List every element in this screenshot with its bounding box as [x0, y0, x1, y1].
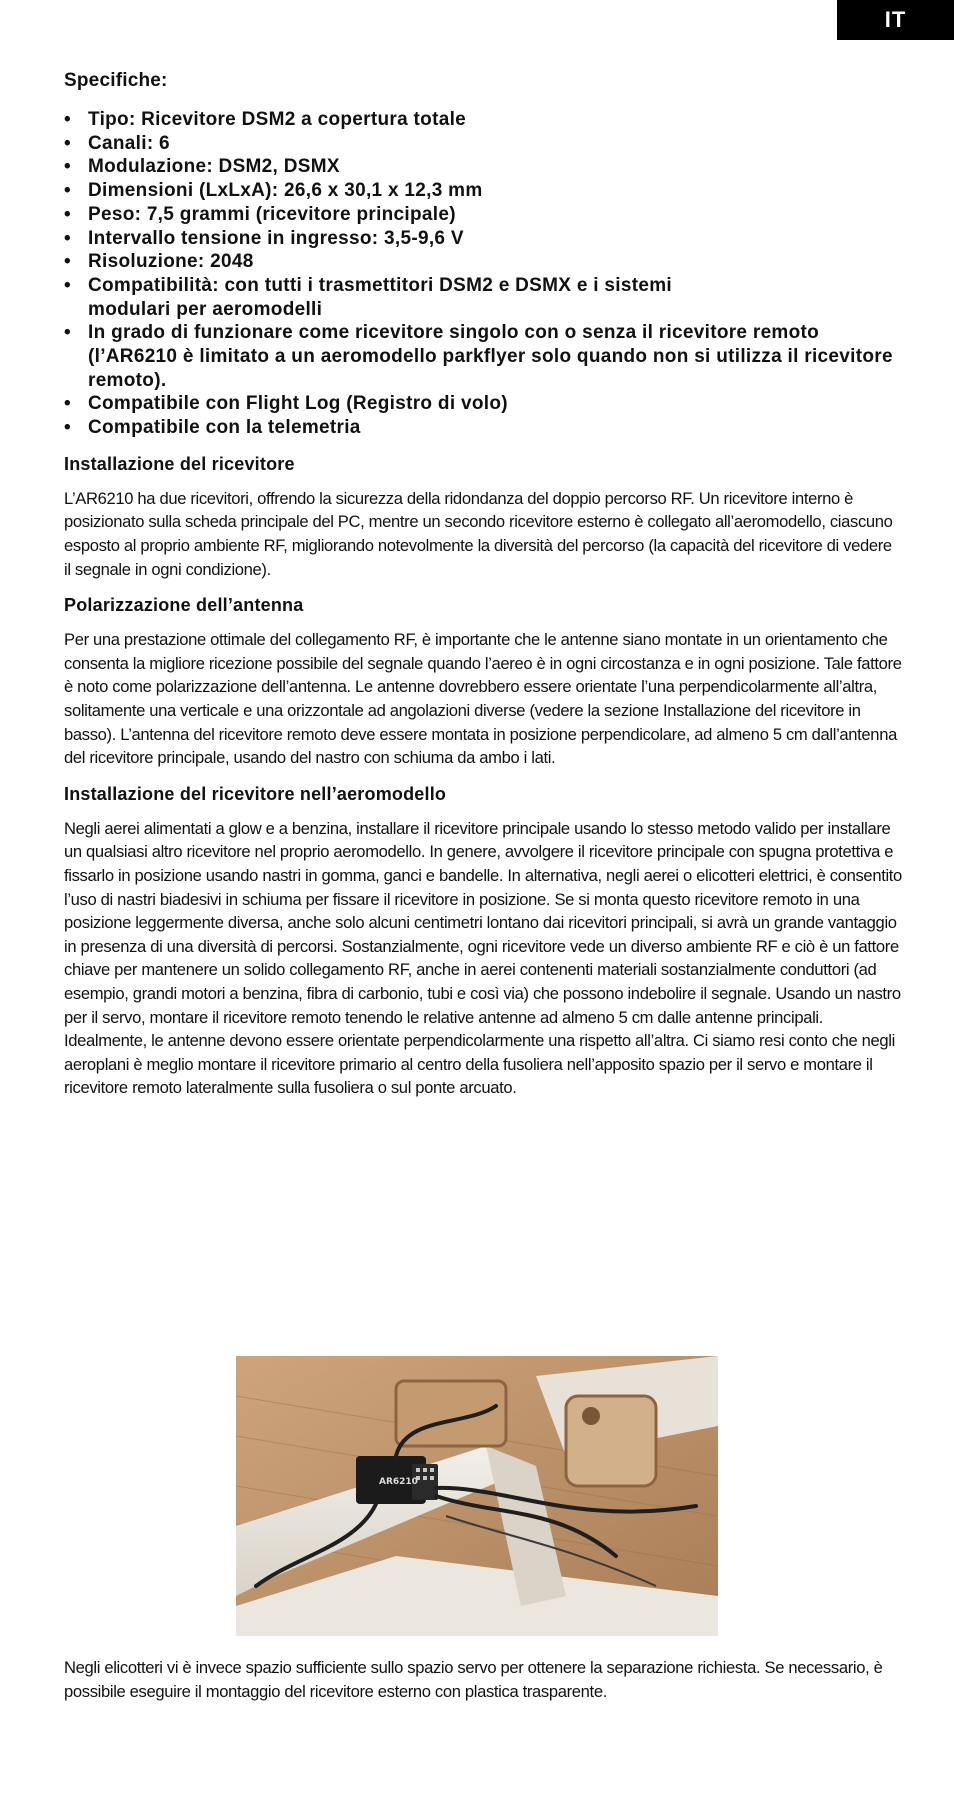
list-item: • Modulazione: DSM2, DSMX [64, 156, 340, 178]
language-tab: IT [837, 0, 954, 40]
closing-section [64, 1656, 902, 1717]
list-item: • Compatibile con la telemetria [64, 417, 361, 439]
receiver-label: AR6210 [379, 1477, 418, 1487]
specs-title: Specifiche: [64, 70, 168, 91]
list-item: • In grado di funzionare come ricevitore singolo con o senza il ricevitore remoto (l’AR6210 è limitato a un aeromodello parkflyer solo quando non si utilizza il ricevitore remoto). [64, 322, 893, 391]
closing-paragraph: Negli elicotteri vi è invece spazio sufficiente sullo spazio servo per ottenere la separazione richiesta. Se necessario, è possibile eseguire il montaggio del ricevitore esterno con plastica trasparente. [64, 1658, 883, 1701]
list-item: • Tipo: Ricevitore DSM2 a copertura totale [64, 109, 467, 130]
list-item: • Intervallo tensione in ingresso: 3,5-9,6 V [64, 227, 464, 249]
page-content [64, 70, 902, 1114]
list-item: • Compatibilità: con tutti i trasmettitori DSM2 e DSMX e i sistemi modulari per aeromodelli [64, 274, 673, 320]
section-body: L’AR6210 ha due ricevitori, offrendo la sicurezza della ridondanza del doppio percorso RF. Un ricevitore interno è posizionato sulla scheda principale del PC, mentre un secondo ricevitore esterno è collegato all’aeromodello, ciascuno esposto al proprio ambiente RF, migliorando notevolmente la diversità del percorso (la capacità del ricevitore di vedere il segnale in ogni condizione). [64, 488, 893, 579]
specs-list [64, 108, 902, 440]
section-heading: Installazione del ricevitore [64, 453, 295, 474]
list-item: • Risoluzione: 2048 [64, 251, 254, 273]
list-item: • Compatibile con Flight Log (Registro di volo) [64, 393, 508, 415]
receiver-installation-photo [236, 1356, 718, 1636]
fuselage-illustration [236, 1356, 718, 1636]
section-heading: Installazione del ricevitore nell’aeromodello [64, 783, 447, 804]
section-body: Negli aerei alimentati a glow e a benzina, installare il ricevitore principale usando lo stesso metodo valido per installare un qualsiasi altro ricevitore nel proprio aeromodello. In genere, avvolgere il ricevitore principale con spugna protettiva e fissarlo in posizione usando nastri in gomma, ganci e bandelle. In alternativa, negli aerei o elicotteri elettrici, è consentito l’uso di nastri biadesivi in schiuma per fissare il ricevitore in posizione. Se si monta questo ricevitore remoto in una posizione leggermente diversa, anche solo alcuni centimetri lontano dai ricevitori principali, si avrà un grande vantaggio in presenza di una diversità di percorsi. Sostanzialmente, ogni ricevitore vede un diverso ambiente RF e ciò è un fattore chiave per mantenere un solido collegamento RF, anche in aerei contenenti materiali sostanzialmente conduttori (ad esempio, grandi motori a benzina, fibra di carbonio, tubi e così via) che possono indebolire il segnale. Usando un nastro per il servo, montare il ricevitore remoto tenendo le relative antenne ad almeno 5 cm dalle antenne principali. Idealmente, le antenne devono essere orientate perpendicolarmente una rispetto all’altra. Ci siamo resi conto che negli aeroplani è meglio montare il ricevitore primario al centro della fusoliera nell’apposito spazio per il servo e montare il ricevitore remoto lateralmente sulla fusoliera o sul ponte arcuato. [64, 818, 902, 1098]
list-item: • Dimensioni (LxLxA): 26,6 x 30,1 x 12,3 mm [64, 180, 483, 202]
section-body: Per una prestazione ottimale del collegamento RF, è importante che le antenne siano montate in un orientamento che consenta la migliore ricezione possibile del segnale quando l’aereo è in ogni circostanza e in ogni posizione. Tale fattore è noto come polarizzazione dell’antenna. Le antenne dovrebbero essere orientate l’una perpendicolarmente all’altra, solitamente una verticale e una orizzontale ad angolazioni diverse (vedere la sezione Installazione del ricevitore in basso). L’antenna del ricevitore remoto deve essere montata in posizione perpendicolare, ad almeno 5 cm dall’antenna del ricevitore principale, usando del nastro con schiuma da ambo i lati. [64, 630, 902, 768]
list-item: • Canali: 6 [64, 132, 170, 154]
section-heading: Polarizzazione dell’antenna [64, 595, 304, 616]
list-item: • Peso: 7,5 grammi (ricevitore principale) [64, 203, 456, 225]
